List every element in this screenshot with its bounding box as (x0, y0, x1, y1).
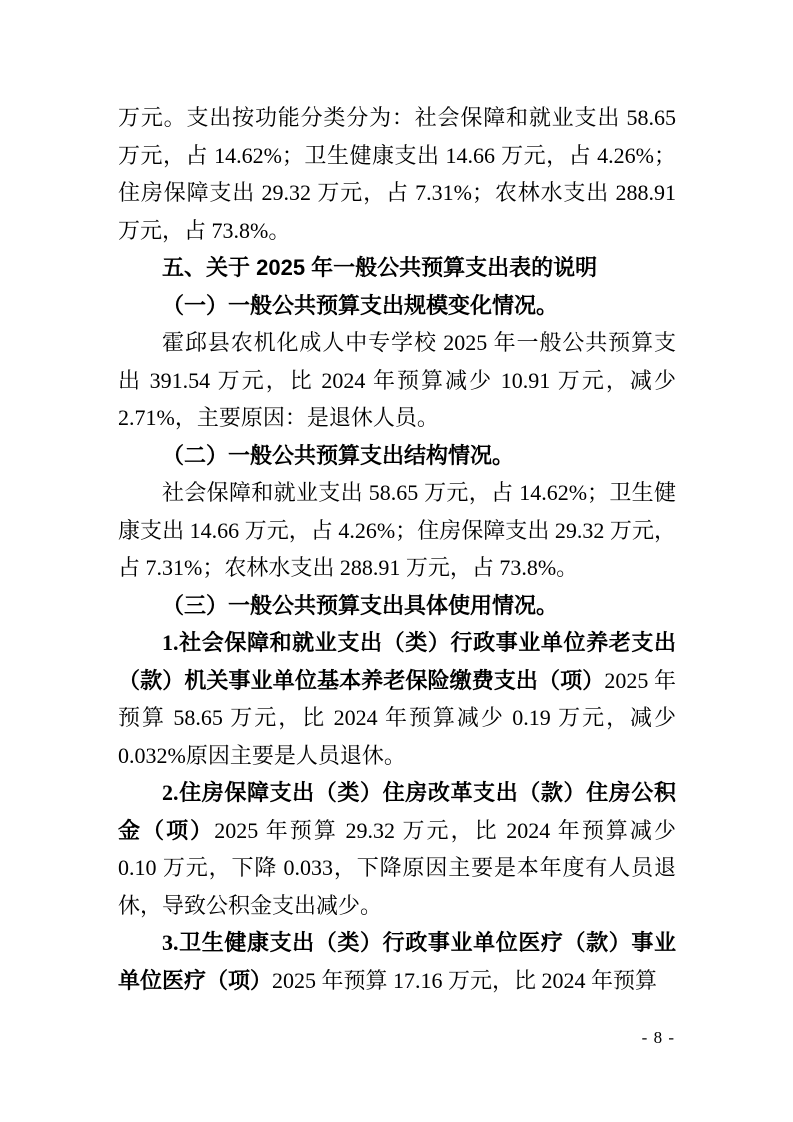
item-1-bold-title: 1.社会保障和就业支出（类）行政事业单位养老支出（款）机关事业单位基本养老保险缴费支出（项） (118, 630, 676, 693)
page-number: - 8 - (641, 1028, 675, 1047)
item-3-body-text: 2025 年预算 17.16 万元，比 2024 年预算 (272, 967, 658, 993)
item-1-body-text: 2025 年预算 58.65 万元，比 2024 年预算减少 0.19 万元，减少 0.032%原因主要是人员退休。 (118, 667, 676, 768)
subheading-one-scale-change: （一）一般公共预算支出规模变化情况。 (162, 292, 559, 318)
subheading-two-structure: （二）一般公共预算支出结构情况。 (162, 442, 515, 468)
subheading-three-specific-usage: （三）一般公共预算支出具体使用情况。 (162, 592, 559, 618)
item-2-bold-title: 2.住房保障支出（类）住房改革支出（款）住房公积金（项） (118, 780, 676, 843)
document-page-body (118, 99, 676, 999)
item-2-body-text: 2025 年预算 29.32 万元，比 2024 年预算减少 0.10 万元，下降 0.033，下降原因主要是本年度有人员退休，导致公积金支出减少。 (118, 817, 676, 918)
paragraph-expenditure-function-breakdown: 万元。支出按功能分类分为：社会保障和就业支出 58.65 万元，占 14.62%；卫生健康支出 14.66 万元，占 4.26%；住房保障支出 29.32 万元，占 7.31%；农林水支出 288.91 万元，占 73.8%。 (118, 105, 676, 243)
paragraph-item-3-health (118, 924, 676, 999)
paragraph-scale-change: 霍邱县农机化成人中专学校 2025 年一般公共预算支出 391.54 万元，比 2024 年预算减少 10.91 万元，减少 2.71%，主要原因：是退休人员。 (118, 330, 676, 430)
paragraph-structure: 社会保障和就业支出 58.65 万元，占 14.62%；卫生健康支出 14.66 万元，占 4.26%；住房保障支出 29.32 万元，占 7.31%；农林水支出 288.91 万元，占 73.8%。 (118, 480, 676, 580)
section-heading-five: 五、关于 2025 年一般公共预算支出表的说明 (162, 255, 598, 280)
paragraph-item-2-housing (118, 774, 676, 924)
item-3-bold-title: 3.卫生健康支出（类）行政事业单位医疗（款）事业单位医疗（项） (118, 930, 676, 993)
paragraph-item-1-social-security (118, 624, 676, 774)
